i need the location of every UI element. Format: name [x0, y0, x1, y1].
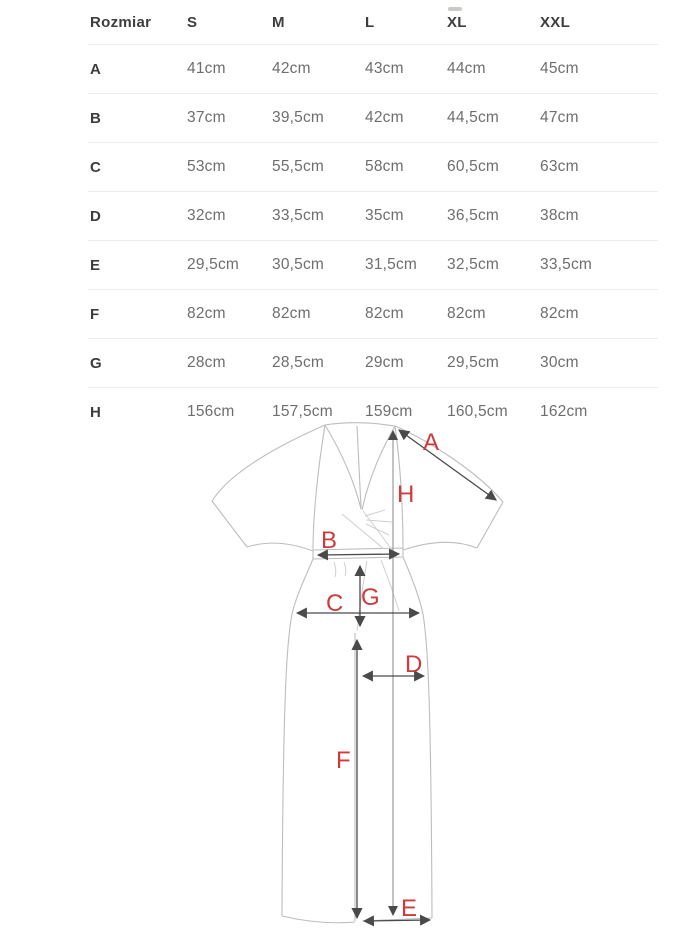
row-measure-label: D [90, 207, 102, 225]
cell-size-m: 30,5cm [272, 256, 325, 273]
header-rozmiar: Rozmiar [90, 13, 152, 31]
diagram-label-F: F [336, 747, 351, 774]
cell-size-s: 29,5cm [187, 256, 240, 273]
header-size-s: S [187, 13, 198, 31]
cell-size-xl: 82cm [447, 305, 486, 322]
table-row [88, 94, 658, 143]
cell-size-xxl: 82cm [540, 305, 579, 322]
cell-size-xl: 32,5cm [447, 256, 500, 273]
size-table-body [88, 45, 658, 436]
cell-size-xxl: 38cm [540, 207, 579, 224]
diagram-label-G: G [361, 584, 380, 611]
header-size-m: M [272, 13, 285, 31]
table-row [88, 192, 658, 241]
row-measure-label: B [90, 109, 102, 127]
cell-size-m: 42cm [272, 60, 311, 77]
cell-size-xxl: 30cm [540, 354, 579, 371]
cell-size-l: 35cm [365, 207, 404, 224]
cell-size-xl: 36,5cm [447, 207, 500, 224]
cell-size-l: 42cm [365, 109, 404, 126]
cell-size-l: 159cm [365, 403, 413, 420]
header-size-xl: XL [447, 13, 467, 31]
table-row [88, 290, 658, 339]
cell-size-s: 156cm [187, 403, 235, 420]
diagram-label-D: D [405, 651, 423, 678]
cell-size-xl: 44cm [447, 60, 486, 77]
row-measure-label: G [90, 354, 102, 372]
header-size-l: L [365, 13, 375, 31]
table-row [88, 143, 658, 192]
table-row [88, 339, 658, 388]
cell-size-s: 53cm [187, 158, 226, 175]
size-table [88, 0, 658, 436]
cell-size-m: 33,5cm [272, 207, 325, 224]
diagram-label-A: A [423, 429, 440, 456]
table-row [88, 388, 658, 436]
cell-size-s: 32cm [187, 207, 226, 224]
cell-size-m: 28,5cm [272, 354, 325, 371]
cell-size-m: 55,5cm [272, 158, 325, 175]
cell-size-m: 82cm [272, 305, 311, 322]
cell-size-xxl: 47cm [540, 109, 579, 126]
diagram-label-E: E [401, 895, 418, 922]
size-table-header [88, 0, 658, 45]
cell-size-l: 31,5cm [365, 256, 418, 273]
diagram-label-C: C [326, 590, 344, 617]
table-row [88, 45, 658, 94]
measure-arrow-B [318, 554, 399, 555]
cell-size-m: 39,5cm [272, 109, 325, 126]
cell-size-xxl: 63cm [540, 158, 579, 175]
cell-size-xl: 44,5cm [447, 109, 500, 126]
cell-size-m: 157,5cm [272, 403, 333, 420]
cell-size-s: 37cm [187, 109, 226, 126]
table-row [88, 241, 658, 290]
cell-size-l: 82cm [365, 305, 404, 322]
cell-size-s: 41cm [187, 60, 226, 77]
row-measure-label: F [90, 305, 100, 323]
row-measure-label: E [90, 256, 101, 274]
cell-size-s: 28cm [187, 354, 226, 371]
cell-size-s: 82cm [187, 305, 226, 322]
row-measure-label: C [90, 158, 102, 176]
diagram-label-B: B [321, 527, 338, 554]
top-edge-artifact [448, 7, 462, 11]
cell-size-xxl: 162cm [540, 403, 588, 420]
cell-size-xl: 29,5cm [447, 354, 500, 371]
diagram-label-H: H [397, 481, 415, 508]
cell-size-l: 58cm [365, 158, 404, 175]
cell-size-l: 43cm [365, 60, 404, 77]
cell-size-xl: 160,5cm [447, 403, 508, 420]
row-measure-label: A [90, 60, 102, 78]
cell-size-xxl: 33,5cm [540, 256, 593, 273]
cell-size-xxl: 45cm [540, 60, 579, 77]
cell-size-l: 29cm [365, 354, 404, 371]
cell-size-xl: 60,5cm [447, 158, 500, 175]
row-measure-label: H [90, 403, 102, 421]
header-size-xxl: XXL [540, 13, 571, 31]
